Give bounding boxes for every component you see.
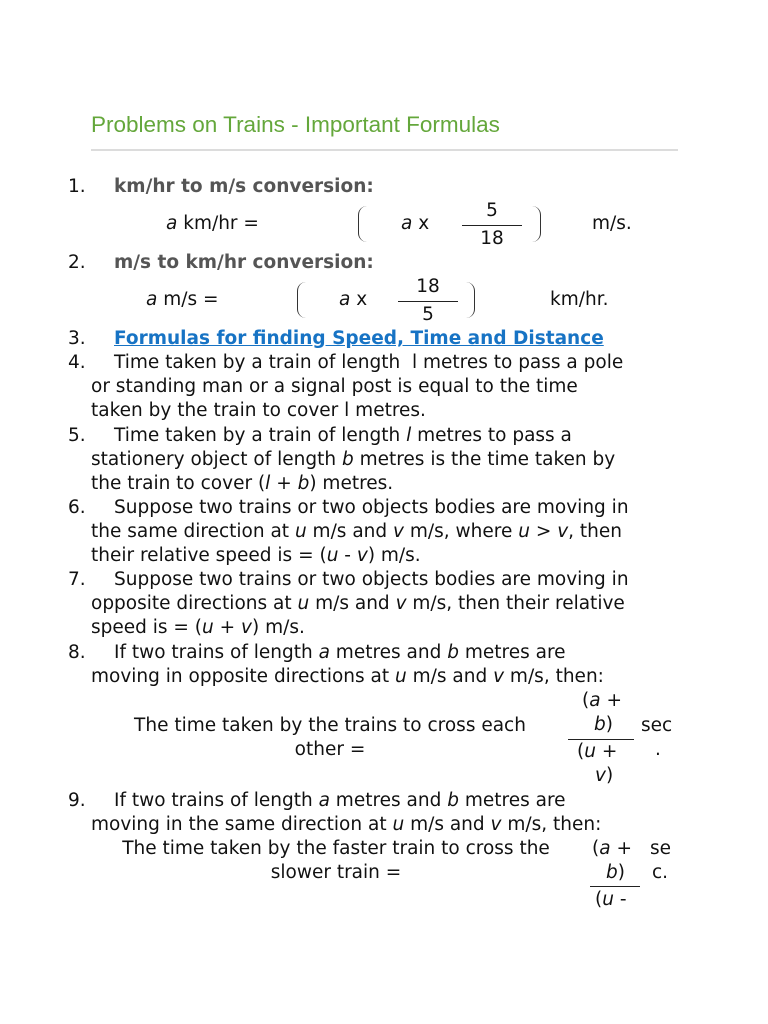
item-1-numerator: 5 (486, 200, 498, 221)
item-9-number: 9. (68, 790, 86, 811)
item-4-line-3: taken by the train to cover l metres. (91, 400, 426, 421)
item-6-line-3: their relative speed is = (u - v) m/s. (91, 545, 421, 566)
item-7-line-1: Suppose two trains or two objects bodies are moving in (114, 569, 629, 590)
item-9-line-1: If two trains of length a metres and b metres are (114, 790, 566, 811)
item-1-number: 1. (68, 176, 86, 197)
item-2-numerator: 18 (416, 276, 440, 297)
item-9-unit-2: c. (652, 862, 669, 883)
item-5-line-1: Time taken by a train of length l metres to pass a (114, 425, 572, 446)
item-9-unit-1: se (650, 838, 672, 859)
item-8-numerator-2: b) (594, 714, 613, 735)
item-2-factor: a x (339, 289, 368, 310)
item-2-left-paren (297, 282, 306, 318)
item-6-number: 6. (68, 497, 86, 518)
item-7-number: 7. (68, 569, 86, 590)
item-2-lhs: a m/s = (146, 289, 219, 310)
item-2-right-paren (466, 282, 475, 318)
item-7-line-2: opposite directions at u m/s and v m/s, then their relative (91, 593, 625, 614)
item-2-unit: km/hr. (550, 289, 609, 310)
item-8-denominator-1: (u + (577, 741, 618, 762)
item-9-line-2: moving in the same direction at u m/s and v m/s, then: (91, 814, 602, 835)
item-9-denominator-1: (u - (595, 889, 627, 910)
item-1-fraction-bar (462, 225, 522, 226)
item-3-number: 3. (68, 328, 86, 349)
item-8-line-2: moving in opposite directions at u m/s and v m/s, then: (91, 666, 604, 687)
item-4-line-1: Time taken by a train of length l metres to pass a pole (114, 352, 624, 373)
item-1-factor: a x (401, 213, 430, 234)
title-divider (91, 149, 678, 151)
item-1-heading: km/hr to m/s conversion: (114, 176, 374, 197)
item-9-fraction-bar (590, 886, 640, 887)
item-9-numerator-2: b) (606, 862, 625, 883)
item-8-denominator-2: v) (595, 765, 614, 786)
item-4-line-2: or standing man or a signal post is equal to the time (91, 376, 578, 397)
item-6-line-1: Suppose two trains or two objects bodies are moving in (114, 497, 629, 518)
item-6-line-2: the same direction at u m/s and v m/s, where u > v, then (91, 521, 623, 542)
item-8-fraction-bar (568, 739, 634, 740)
item-4-number: 4. (68, 352, 86, 373)
item-8-unit-1: sec (641, 715, 673, 736)
item-1-lhs: a km/hr = (166, 213, 259, 234)
item-1-left-paren (358, 206, 367, 242)
item-1-denominator: 18 (480, 228, 504, 249)
item-1-unit: m/s. (592, 213, 632, 234)
item-8-formula-text-1: The time taken by the trains to cross each (134, 715, 526, 736)
item-9-numerator-1: (a + (592, 838, 632, 859)
item-7-line-3: speed is = (u + v) m/s. (91, 617, 305, 638)
item-2-denominator: 5 (422, 304, 434, 325)
item-8-number: 8. (68, 642, 86, 663)
item-5-number: 5. (68, 425, 86, 446)
item-2-heading: m/s to km/hr conversion: (114, 252, 374, 273)
item-8-numerator-1: (a + (582, 690, 622, 711)
item-8-line-1: If two trains of length a metres and b metres are (114, 642, 566, 663)
item-5-line-2: stationery object of length b metres is the time taken by (91, 449, 616, 470)
page-title: Problems on Trains - Important Formulas (91, 112, 500, 137)
item-9-formula-text-1: The time taken by the faster train to cross the (122, 838, 550, 859)
item-2-number: 2. (68, 252, 86, 273)
item-9-formula-text-2: slower train = (270, 862, 402, 883)
item-5-line-3: the train to cover (l + b) metres. (91, 473, 394, 494)
item-2-fraction-bar (398, 301, 458, 302)
item-1-right-paren (532, 206, 541, 242)
item-8-formula-text-2: other = (294, 739, 366, 760)
speed-time-distance-link[interactable]: Formulas for finding Speed, Time and Distance (114, 328, 604, 349)
item-8-unit-2: . (655, 739, 661, 760)
